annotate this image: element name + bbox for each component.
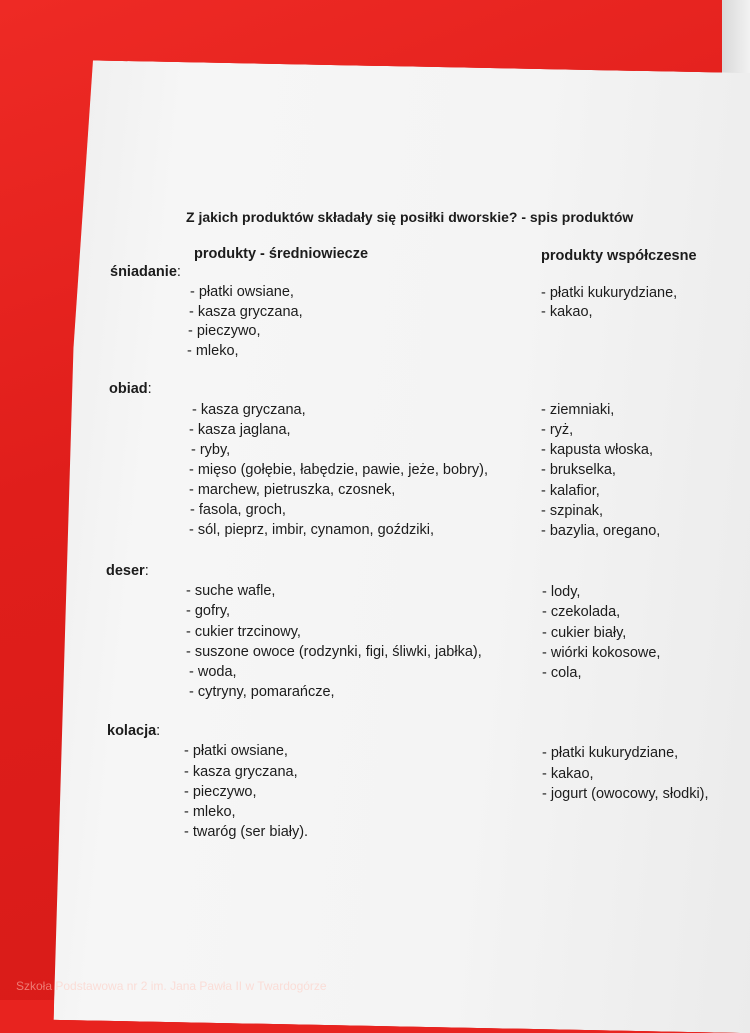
list-item: - cytryny, pomarańcze, bbox=[189, 684, 335, 700]
list-item: - sól, pieprz, imbir, cynamon, goździki, bbox=[189, 522, 434, 538]
list-item: - szpinak, bbox=[541, 503, 604, 519]
list-item: - woda, bbox=[189, 664, 237, 680]
list-item: - kalafior, bbox=[541, 483, 600, 499]
section-label-text: kolacja bbox=[107, 723, 157, 739]
list-item: - mleko, bbox=[184, 804, 236, 820]
list-item: - płatki kukurydziane, bbox=[541, 285, 678, 301]
section-label-text: deser bbox=[106, 563, 145, 579]
colon: : bbox=[176, 264, 181, 280]
list-item: - bazylia, oregano, bbox=[541, 523, 661, 539]
list-item: - cola, bbox=[542, 665, 582, 681]
watermark: Szkoła Podstawowa nr 2 im. Jana Pawła II w Twardogórze bbox=[16, 979, 327, 993]
list-item: - pieczywo, bbox=[188, 323, 261, 339]
list-item: - ryż, bbox=[541, 422, 574, 438]
section-label-kolacja bbox=[107, 722, 160, 740]
colon: : bbox=[147, 381, 152, 397]
list-item: - płatki kukurydziane, bbox=[542, 745, 679, 761]
section-label-text: śniadanie bbox=[110, 264, 177, 280]
list-item: - fasola, groch, bbox=[190, 502, 286, 518]
list-item: - brukselka, bbox=[541, 462, 616, 478]
section-label-obiad bbox=[109, 380, 152, 398]
list-item: - kasza gryczana, bbox=[189, 304, 303, 320]
list-item: - mleko, bbox=[187, 343, 239, 359]
header-medieval: produkty - średniowiecze bbox=[194, 246, 369, 262]
list-item: - marchew, pietruszka, czosnek, bbox=[189, 482, 396, 498]
list-item: - pieczywo, bbox=[184, 784, 257, 800]
list-item: - płatki owsiane, bbox=[184, 743, 288, 759]
section-label-sniadanie bbox=[110, 263, 181, 281]
list-item: - płatki owsiane, bbox=[190, 284, 294, 300]
list-item: - lody, bbox=[542, 584, 581, 600]
list-item: - gofry, bbox=[186, 603, 231, 619]
list-item: - wiórki kokosowe, bbox=[542, 645, 661, 661]
list-item: - czekolada, bbox=[542, 604, 621, 620]
list-item: - twaróg (ser biały). bbox=[184, 824, 309, 840]
list-item: - suszone owoce (rodzynki, figi, śliwki, jabłka), bbox=[186, 644, 482, 660]
list-item: - ryby, bbox=[191, 442, 231, 458]
list-item: - kasza gryczana, bbox=[184, 764, 298, 780]
list-item: - kasza jaglana, bbox=[189, 422, 291, 438]
list-item: - kasza gryczana, bbox=[192, 402, 306, 418]
list-item: - suche wafle, bbox=[186, 583, 276, 599]
section-label-deser bbox=[106, 562, 149, 580]
header-modern: produkty współczesne bbox=[541, 248, 697, 264]
list-item: - kakao, bbox=[541, 304, 593, 320]
list-item: - jogurt (owocowy, słodki), bbox=[542, 786, 709, 802]
section-label-text: obiad bbox=[109, 381, 148, 397]
colon: : bbox=[144, 563, 149, 579]
list-item: - kakao, bbox=[542, 766, 594, 782]
colon: : bbox=[156, 723, 161, 739]
list-item: - cukier biały, bbox=[542, 625, 627, 641]
list-item: - mięso (gołębie, łabędzie, pawie, jeże, bobry), bbox=[189, 462, 489, 478]
list-item: - kapusta włoska, bbox=[541, 442, 654, 458]
document-title: Z jakich produktów składały się posiłki dworskie? - spis produktów bbox=[186, 209, 634, 225]
list-item: - ziemniaki, bbox=[541, 402, 615, 418]
list-item: - cukier trzcinowy, bbox=[186, 624, 301, 640]
